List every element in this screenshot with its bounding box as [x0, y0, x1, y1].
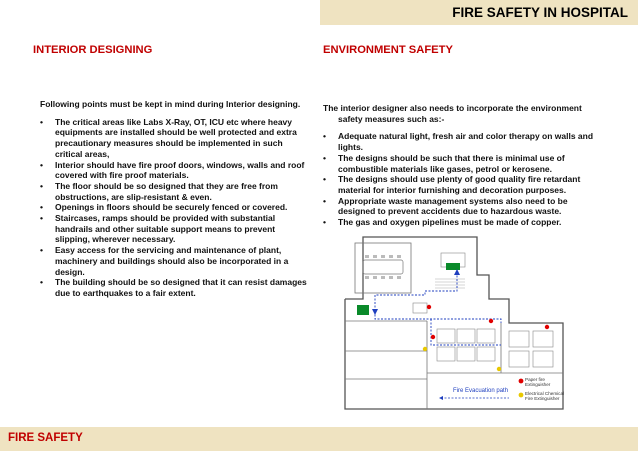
environment-safety-section	[323, 103, 603, 228]
electrical-extinguisher-icon	[519, 393, 524, 398]
list-item: • Easy access for the servicing and maintenance of plant, machinery and buildings should also be incorporated in a design.	[40, 245, 312, 277]
header-banner	[320, 0, 638, 25]
interior-designing-heading: INTERIOR DESIGNING	[33, 44, 153, 56]
list-item: • The gas and oxygen pipelines must be made of copper.	[323, 217, 603, 228]
footer-bar	[0, 427, 638, 451]
list-item: • Adequate natural light, fresh air and color therapy on walls and lights.	[323, 131, 603, 152]
floor-plan-drawing	[341, 233, 566, 410]
fire-evacuation-floor-plan	[341, 233, 566, 410]
evacuation-path-label: Fire Evacuation path	[453, 388, 509, 394]
list-item: • The building should be so designed that it can resist damages due to earthquakes to a fair extent.	[40, 277, 312, 298]
interior-intro: Following points must be kept in mind during Interior designing.	[40, 99, 301, 109]
list-item: • The critical areas like Labs X-Ray, OT, ICU etc where heavy equipments are installed should be well protected and extra precautionary measures should be implemented in such critical areas,	[40, 117, 312, 160]
list-item: • The designs should use plenty of good quality fire retardant material for interior furnishing and decoration purposes.	[323, 174, 603, 195]
interior-designing-section	[40, 99, 312, 299]
environment-safety-heading: ENVIRONMENT SAFETY	[323, 44, 453, 56]
paper-extinguisher-icon	[519, 379, 524, 384]
footer-label: FIRE SAFETY	[8, 432, 83, 444]
page-title: FIRE SAFETY IN HOSPITAL	[452, 5, 628, 20]
list-item: • The floor should be so designed that they are free from obstructions, are slip-resistant & even.	[40, 181, 312, 202]
extinguisher-legend	[519, 377, 565, 410]
environment-points-list	[323, 131, 603, 227]
interior-points-list	[40, 117, 312, 299]
environment-intro: The interior designer also needs to incorporate the environment safety measures such as:-	[323, 103, 582, 124]
list-item: • Openings in floors should be securely fenced or covered.	[40, 202, 312, 213]
list-item: • The designs should be such that there is minimal use of combustible materials like gases, petrol or kerosene.	[323, 153, 603, 174]
evacuation-path-legend	[439, 388, 509, 400]
list-item: • Interior should have fire proof doors, windows, walls and roof covered with fire proof materials.	[40, 160, 312, 181]
legend-electrical-extinguisher: Electrical Chemical Fire Extinguisher	[525, 391, 565, 401]
list-item: • Staircases, ramps should be provided with substantial handrails and other suitable support means to prevent slipping, wherever necessary.	[40, 213, 312, 245]
list-item: • Appropriate waste management systems also need to be designed to prevent accidents due to hazardous waste.	[323, 196, 603, 217]
legend-paper-extinguisher: Paper fire Extinguisher	[525, 377, 551, 387]
